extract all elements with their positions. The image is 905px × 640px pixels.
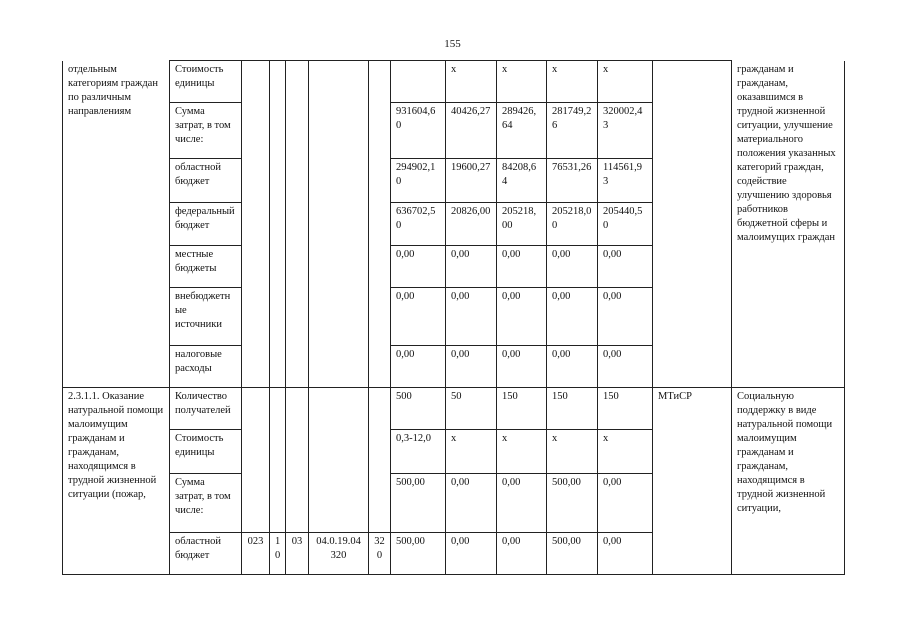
value-year: 0,00 (497, 288, 547, 346)
code-cell-rz (270, 61, 286, 388)
row-label: областной бюджет (170, 533, 242, 575)
value-year: х (547, 61, 598, 103)
value-year: 19600,27 (446, 159, 497, 203)
row-label: федеральный бюджет (170, 203, 242, 246)
value-total: 0,3-12,0 (391, 430, 446, 474)
value-year: 40426,27 (446, 103, 497, 159)
value-total: 636702,50 (391, 203, 446, 246)
code-grbs: 023 (242, 533, 270, 575)
value-year: 500,00 (547, 533, 598, 575)
value-year: 0,00 (547, 246, 598, 288)
value-total: 0,00 (391, 346, 446, 388)
value-year: 500,00 (547, 474, 598, 533)
row-label: местные бюджеты (170, 246, 242, 288)
value-year: 0,00 (598, 346, 653, 388)
value-year: 0,00 (598, 288, 653, 346)
row-label: Сумма затрат, в том числе: (170, 474, 242, 533)
value-year: х (497, 430, 547, 474)
value-year: 0,00 (446, 533, 497, 575)
executor-cell: МТиСР (653, 388, 732, 575)
budget-table (62, 60, 845, 575)
value-year: х (547, 430, 598, 474)
value-year: 76531,26 (547, 159, 598, 203)
value-year: 150 (547, 388, 598, 430)
code-cell-vr (369, 388, 391, 533)
row-label: областной бюджет (170, 159, 242, 203)
value-year: 0,00 (547, 288, 598, 346)
value-year: х (598, 430, 653, 474)
value-year: 0,00 (446, 346, 497, 388)
value-total: 500 (391, 388, 446, 430)
value-year: 0,00 (598, 246, 653, 288)
value-total: 0,00 (391, 246, 446, 288)
value-year: х (446, 61, 497, 103)
row-label: налоговые расходы (170, 346, 242, 388)
value-year: х (497, 61, 547, 103)
value-year: 150 (598, 388, 653, 430)
code-pr: 03 (286, 533, 309, 575)
value-year: 0,00 (598, 474, 653, 533)
row-label: Сумма затрат, в том числе: (170, 103, 242, 159)
value-total: 500,00 (391, 474, 446, 533)
row-label: Стоимость единицы (170, 61, 242, 103)
code-cell-csr (309, 388, 369, 533)
code-cell-pr (286, 61, 309, 388)
value-year: х (446, 430, 497, 474)
value-year: 205218,00 (497, 203, 547, 246)
value-year: 205440,50 (598, 203, 653, 246)
code-cell-pr (286, 388, 309, 533)
row-label: Стоимость единицы (170, 430, 242, 474)
row-label: Количество получателей (170, 388, 242, 430)
measure-description: 2.3.1.1. Оказание натуральной помощи малоимущим гражданам и гражданам, находящимся в трудной жизненной ситуации (пожар, (63, 388, 170, 575)
code-cell-vr (369, 61, 391, 388)
value-year: 84208,64 (497, 159, 547, 203)
code-vr: 320 (369, 533, 391, 575)
value-total (391, 61, 446, 103)
code-cell-grbs (242, 61, 270, 388)
value-year: 0,00 (446, 246, 497, 288)
row-label: внебюджетные источники (170, 288, 242, 346)
code-rz: 10 (270, 533, 286, 575)
value-year: 0,00 (446, 474, 497, 533)
value-year: 20826,00 (446, 203, 497, 246)
value-year: 50 (446, 388, 497, 430)
value-year: 0,00 (547, 346, 598, 388)
code-cell-rz (270, 388, 286, 533)
value-year: 114561,93 (598, 159, 653, 203)
value-year: 281749,26 (547, 103, 598, 159)
value-total: 931604,60 (391, 103, 446, 159)
value-year: 0,00 (497, 346, 547, 388)
value-year: 205218,00 (547, 203, 598, 246)
value-total: 294902,10 (391, 159, 446, 203)
expected-result: гражданам и гражданам, оказавшимся в трудной жизненной ситуации, улучшение материального положения указанных категорий граждан, содействие улучшению здоровья работников бюджетной сферы и малоимущих граждан (732, 61, 845, 388)
value-year: 289426,64 (497, 103, 547, 159)
value-total: 500,00 (391, 533, 446, 575)
code-cell-grbs (242, 388, 270, 533)
value-year: 0,00 (497, 246, 547, 288)
value-year: 0,00 (497, 533, 547, 575)
value-year: х (598, 61, 653, 103)
value-year: 0,00 (446, 288, 497, 346)
table-row (63, 388, 845, 430)
code-cell-csr (309, 61, 369, 388)
value-year: 150 (497, 388, 547, 430)
expected-result: Социальную поддержку в виде натуральной помощи малоимущим гражданам и гражданам, находящимся в трудной жизненной ситуации, (732, 388, 845, 575)
value-total: 0,00 (391, 288, 446, 346)
measure-description: отдельным категориям граждан по различным направлениям (63, 61, 170, 388)
value-year: 0,00 (497, 474, 547, 533)
value-year: 320002,43 (598, 103, 653, 159)
executor-cell (653, 61, 732, 388)
value-year: 0,00 (598, 533, 653, 575)
code-csr: 04.0.19.04320 (309, 533, 369, 575)
table-row (63, 61, 845, 103)
page-number: 155 (444, 38, 461, 50)
